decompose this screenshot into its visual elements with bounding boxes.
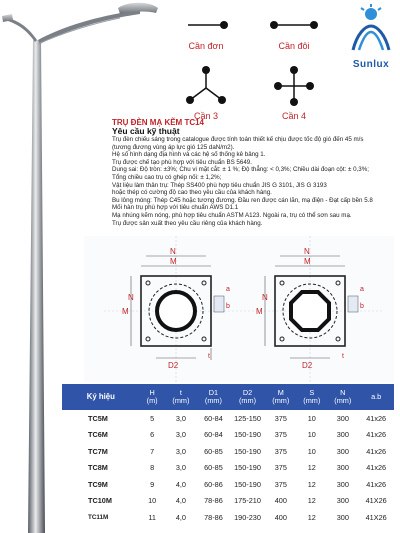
cell-M: 375	[274, 446, 287, 456]
cell-D2: 150-190	[234, 430, 261, 440]
cell-code: TC8M	[88, 463, 108, 473]
cell-D1: 60-85	[204, 446, 223, 456]
table-row	[62, 427, 394, 444]
cell-S: 10	[307, 430, 316, 440]
cell-code: TC6M	[88, 430, 108, 440]
cell-D2: 150-190	[234, 479, 261, 489]
cell-code: TC7M	[88, 446, 108, 456]
cell-D2: 150-190	[234, 446, 261, 456]
spec-line: Mạ nhúng kẽm nóng, phù hợp tiêu chuẩn ASTM A123. Ngoài ra, trụ có thể sơn sau mạ.	[112, 211, 352, 219]
cell-H: 11	[148, 512, 156, 522]
cell-code: TC9M	[88, 479, 108, 489]
cell-t: 3,0	[175, 430, 186, 440]
header-label: S	[309, 387, 315, 397]
header-label: D2	[242, 387, 253, 397]
spec-line: Trụ đèn chiếu sáng trong catalogue được tính toán thiết kế chịu được tốc độ gió đến 45 m/s	[112, 136, 364, 143]
diagram-label-t: t	[342, 353, 344, 360]
col-header-N	[327, 384, 358, 410]
cell-S: 10	[307, 413, 316, 423]
diagram-label-a: a	[226, 286, 230, 293]
diagram-label-M: M	[256, 307, 263, 316]
cell-D2: 190-230	[234, 512, 261, 522]
cell-ab: 41x26	[366, 446, 387, 456]
col-header-ab	[358, 384, 394, 410]
spec-line: Tổng chiều cao trụ có ghép nối: ± 1,2%;	[112, 173, 222, 181]
header-label: a.b	[371, 391, 382, 401]
cell-D2: 175-210	[234, 496, 261, 506]
quad-arm-icon	[264, 66, 324, 106]
cell-D2: 125-150	[234, 413, 261, 423]
cell-M: 400	[274, 496, 287, 506]
header-label: Ký hiệu	[86, 391, 115, 401]
section-subtitle: Yêu cầu kỹ thuật	[112, 126, 180, 136]
cell-t: 4,0	[175, 479, 186, 489]
spec-line: (tương đương vùng áp lực gió 125 daN/m2).	[112, 143, 235, 151]
header-unit: (mm)	[272, 396, 290, 405]
header-label: H	[149, 387, 155, 397]
cell-S: 12	[307, 463, 316, 473]
cell-H: 5	[150, 413, 155, 423]
cell-D1: 78-86	[204, 496, 223, 506]
table-row	[62, 509, 394, 526]
spec-line: Dung sai: Độ tròn: ±3%; Chu vi mặt cắt: ± 1 %; Độ thẳng: < 0,3%; Chiều dài đoạn cột: ± 0,3%;	[112, 166, 369, 174]
cell-M: 375	[274, 413, 287, 423]
arm-type-single	[176, 14, 236, 54]
diagram-label-D2: D2	[302, 361, 313, 370]
cell-ab: 41x26	[366, 479, 387, 489]
arm-type-triple	[176, 66, 236, 124]
cell-H: 9	[150, 479, 155, 489]
cell-D1: 60-84	[204, 430, 223, 440]
arm-type-quad	[264, 66, 324, 124]
table-row	[62, 460, 394, 477]
page-title: TRỤ ĐÈN MẠ KẼM TC14	[112, 118, 205, 127]
cell-ab: 41x26	[366, 463, 387, 473]
triple-arm-icon	[176, 66, 236, 106]
diagram-label-t: t	[208, 353, 210, 360]
cell-H: 8	[150, 463, 155, 473]
spec-line: Mối hàn trụ phù hợp với tiêu chuẩn AWS D1.1	[112, 204, 239, 212]
cell-D1: 60-86	[204, 479, 223, 489]
header-unit: (mm)	[238, 396, 257, 405]
header-unit: (m)	[146, 396, 158, 405]
diagram-label-b: b	[360, 303, 364, 310]
col-header-M	[265, 384, 296, 410]
header-label: t	[179, 387, 182, 397]
spec-line: Trụ được chế tạo phù hợp với tiêu chuẩn BS 5649.	[112, 158, 252, 166]
cell-N: 300	[336, 496, 349, 506]
cell-H: 10	[148, 496, 157, 506]
cell-N: 300	[336, 463, 349, 473]
header-label: D1	[208, 387, 219, 397]
cell-D1: 60-85	[204, 463, 223, 473]
header-unit: (mm)	[204, 396, 222, 405]
cell-code: TC11M	[88, 513, 109, 521]
sunlux-logo	[345, 4, 397, 70]
cell-ab: 41X26	[365, 512, 387, 522]
cell-code: TC5M	[88, 413, 108, 423]
header-unit: (mm)	[334, 396, 352, 405]
cell-t: 4,0	[175, 496, 186, 506]
specification-table	[62, 384, 394, 526]
cell-N: 300	[336, 430, 349, 440]
diagram-label-a: a	[360, 286, 364, 293]
cell-code: TC10M	[88, 496, 112, 506]
cell-N: 300	[336, 446, 349, 456]
cell-M: 375	[274, 479, 287, 489]
diagram-label-M: M	[304, 257, 311, 266]
cell-S: 12	[307, 496, 316, 506]
cell-t: 3,0	[175, 446, 186, 456]
spec-list	[112, 136, 394, 227]
arm-type-label: Cần đơn	[188, 41, 224, 51]
arm-type-label: Cần 3	[193, 111, 219, 121]
cell-t: 3,0	[175, 463, 186, 473]
arm-type-label: Cần đôi	[278, 41, 310, 51]
spec-line: Hệ số hình dạng địa hình và các hệ số thống kê bảng 1.	[112, 151, 266, 159]
table-row	[62, 410, 394, 427]
table-row	[62, 476, 394, 493]
single-arm-icon	[176, 14, 236, 36]
diagram-label-N: N	[262, 293, 268, 302]
cell-t: 3,0	[175, 413, 186, 423]
cell-H: 6	[150, 430, 155, 440]
cell-H: 7	[150, 446, 155, 456]
double-arm-icon	[264, 14, 324, 36]
spec-line: Bu lông móng: Thép C45 hoặc tương đương. Đầu ren được cán lăn, mạ điện - Đạt cấp bền 5.8	[112, 196, 373, 204]
col-header-S	[296, 384, 327, 410]
spec-line: Vật liệu làm thân trụ: Thép SS400 phù hợp tiêu chuẩn JIS G 3101, JIS G 3193	[112, 181, 327, 189]
cell-S: 12	[307, 512, 316, 522]
cell-ab: 41X26	[365, 496, 387, 506]
header-label: M	[277, 387, 284, 397]
diagram-label-D2: D2	[168, 361, 179, 370]
header-unit: (mm)	[172, 396, 190, 405]
cell-S: 10	[307, 446, 316, 456]
diagram-label-N: N	[170, 247, 176, 256]
spec-line: hoặc thép có cường độ cao theo yêu cầu của khách hàng.	[112, 189, 272, 197]
header-unit: (mm)	[303, 396, 321, 405]
diagram-label-M: M	[122, 307, 129, 316]
cell-ab: 41x26	[366, 413, 387, 423]
sunlux-logo-icon	[345, 4, 397, 54]
logo-text: Sunlux	[352, 59, 390, 70]
cell-M: 375	[274, 463, 287, 473]
table-header-row	[62, 384, 394, 410]
cell-D2: 150-190	[234, 463, 261, 473]
cell-S: 12	[307, 479, 316, 489]
spec-line: Trụ được sản xuất theo yêu cầu riêng của khách hàng.	[112, 219, 263, 227]
table-row	[62, 493, 394, 510]
diagram-label-N: N	[304, 247, 310, 256]
col-header-D1	[197, 384, 230, 410]
col-header-D2	[230, 384, 266, 410]
header-label: N	[340, 387, 346, 397]
arm-type-double	[264, 14, 324, 54]
diagram-label-N: N	[128, 293, 134, 302]
arm-type-label: Cần 4	[281, 111, 307, 121]
col-header-code	[62, 384, 140, 410]
cell-M: 375	[274, 430, 287, 440]
diagram-label-M: M	[170, 257, 177, 266]
cell-t: 4,0	[175, 512, 186, 522]
diagram-label-b: b	[226, 303, 230, 310]
cell-D1: 78-86	[204, 512, 223, 522]
cell-ab: 41x26	[366, 430, 387, 440]
cell-N: 300	[336, 512, 349, 522]
table-row	[62, 443, 394, 460]
base-plate-diagram	[84, 236, 394, 382]
col-header-H	[140, 384, 165, 410]
cell-N: 300	[336, 479, 349, 489]
cell-N: 300	[336, 413, 349, 423]
cell-M: 400	[274, 512, 287, 522]
col-header-t	[165, 384, 198, 410]
cell-D1: 60-84	[204, 413, 223, 423]
